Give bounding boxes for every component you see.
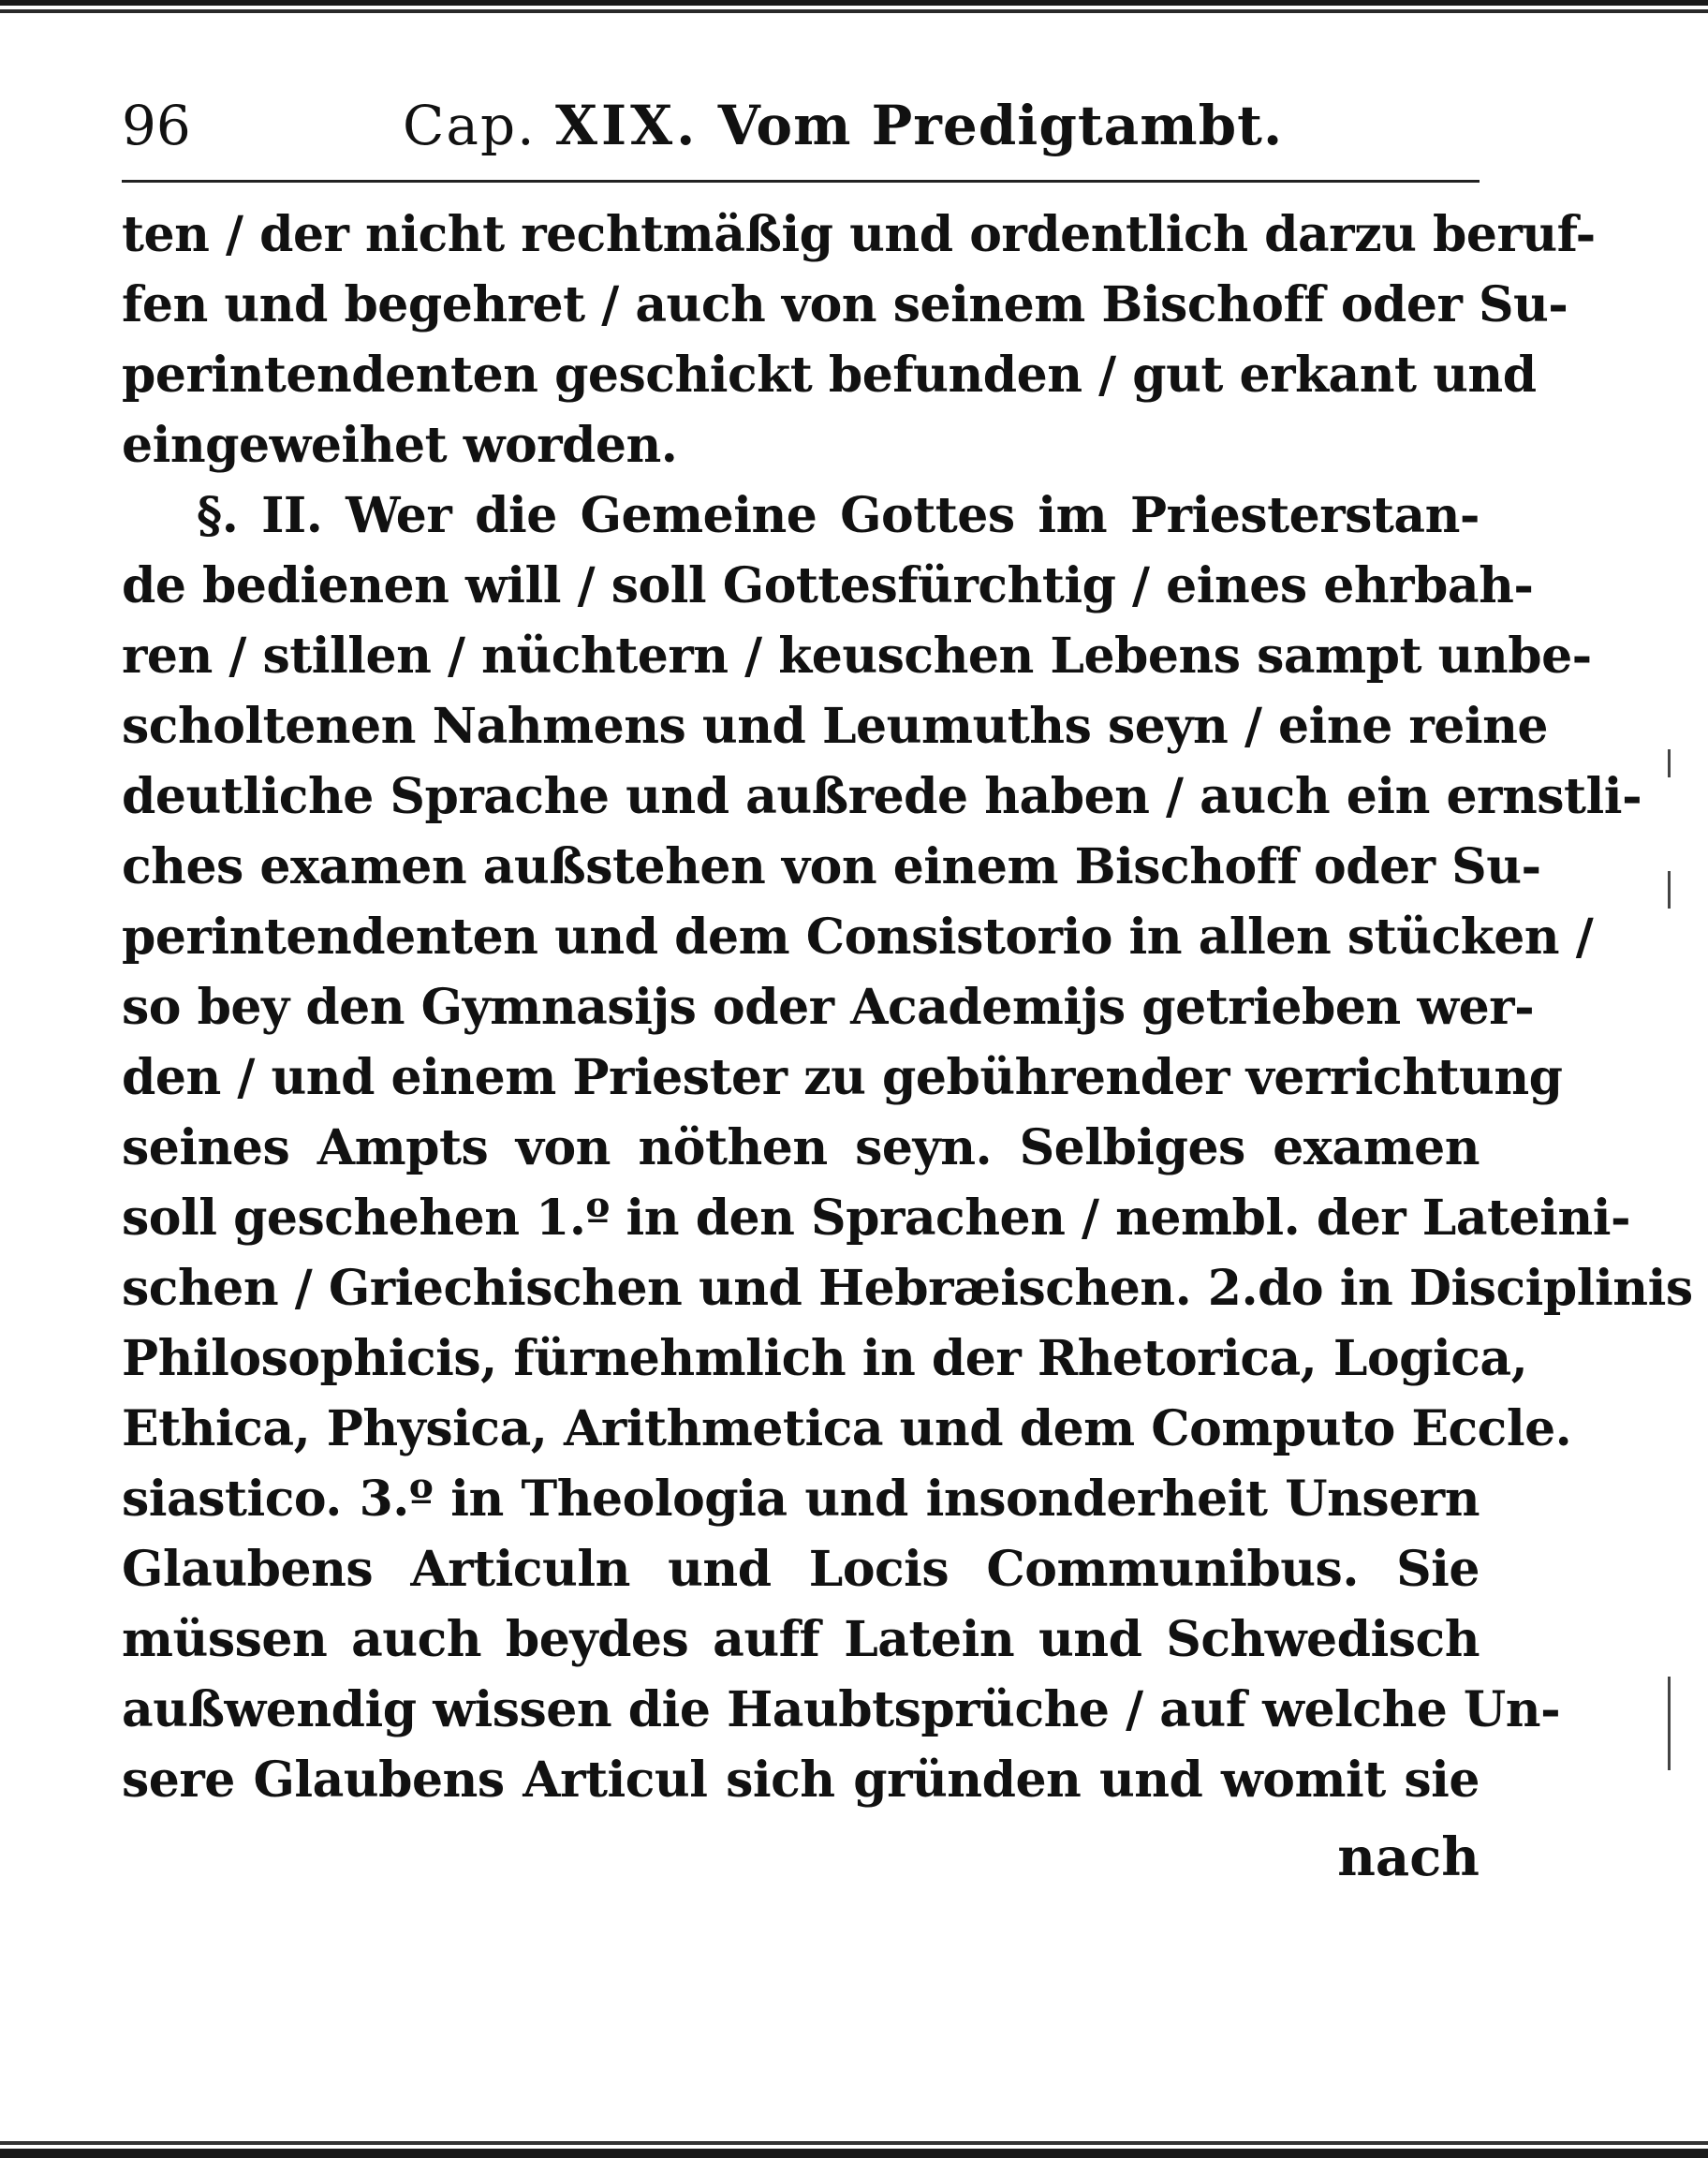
text-line: Philosophicis, fürnehmlich in der Rhetorica, Logica, [122,1330,1528,1387]
text-line: fen und begehret / auch von seinem Bischoff oder Su- [122,276,1568,333]
text-line: seines Ampts von nöthen seyn. Selbiges examen [122,1119,1480,1176]
text-line: soll geschehen 1.º in den Sprachen / nembl. der Lateini- [122,1190,1631,1247]
text-line: ten / der nicht rechtmäßig und ordentlich darzu beruf- [122,206,1596,263]
text-line: ches examen außstehen von einem Bischoff oder Su- [122,838,1541,895]
text-line: schen / Griechischen und Hebræischen. 2.do in Disciplinis [122,1260,1693,1317]
chapter-label: Cap. [403,94,537,157]
book-page [122,94,1693,2061]
margin-mark [1668,871,1671,909]
margin-mark [1668,1677,1671,1770]
text-line: den / und einem Priester zu gebührender verrichtung [122,1049,1563,1106]
body-text [122,200,1693,1815]
text-line: deutliche Sprache und außrede haben / auch ein ernstli- [122,768,1642,825]
text-line: eingeweihet worden. [122,417,678,474]
text-line: de bedienen will / soll Gottesfürchtig / eines ehrbah- [122,557,1534,614]
chapter-heading: Vom Predigtambt. [717,94,1284,157]
text-line: perintendenten geschickt befunden / gut erkant und [122,347,1537,404]
section-start-line: §. II. Wer die Gemeine Gottes im Priesterstan- [197,487,1480,544]
text-line: Glaubens Articuln und Locis Communibus. Sie [122,1541,1480,1598]
text-line: Ethica, Physica, Arithmetica und dem Computo Eccle. [122,1400,1572,1457]
text-line: müssen auch beydes auff Latein und Schwedisch [122,1611,1480,1668]
text-line: sere Glaubens Articul sich gründen und womit sie [122,1752,1480,1809]
chapter-number: XIX. [554,94,699,157]
scan-edge-top [0,0,1708,21]
catchword: nach [1337,1826,1480,1888]
scan-edge-bottom [0,2134,1708,2158]
margin-mark [1668,749,1671,777]
text-line: perintendenten und dem Consistorio in allen stücken / [122,909,1594,966]
header-rule [122,180,1480,183]
text-line: ren / stillen / nüchtern / keuschen Lebens sampt unbe- [122,628,1592,685]
chapter-title [403,94,1283,157]
running-head [122,94,1498,169]
page-number: 96 [122,94,191,157]
text-line: außwendig wissen die Haubtsprüche / auf welche Un- [122,1681,1561,1738]
text-line: so bey den Gymnasijs oder Academijs getrieben wer- [122,979,1535,1036]
text-line: scholtenen Nahmens und Leumuths seyn / eine reine [122,698,1549,755]
text-line: siastico. 3.º in Theologia und insonderheit Unsern [122,1471,1480,1528]
